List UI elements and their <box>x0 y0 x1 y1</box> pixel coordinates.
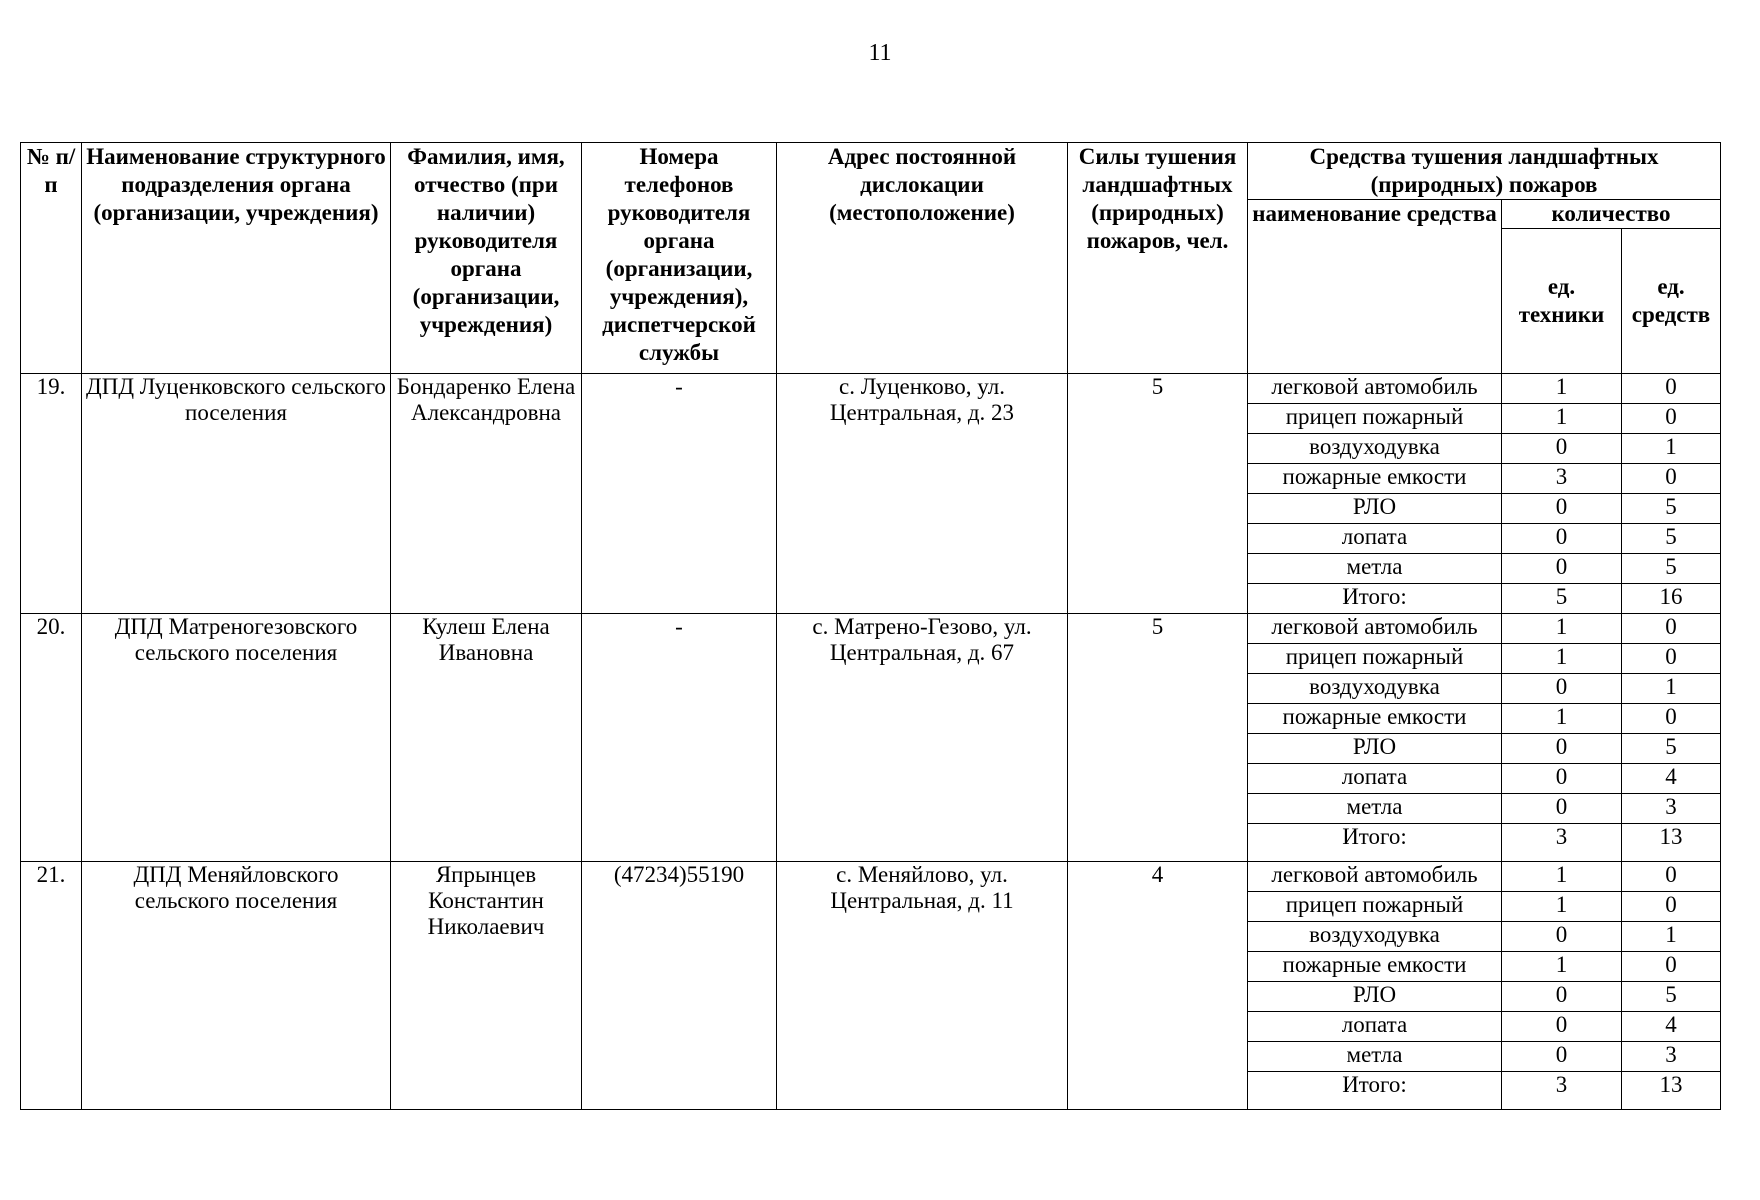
total-tech: 5 <box>1502 584 1622 614</box>
head-name: Япрынцев Константин Николаевич <box>391 862 582 1110</box>
total-label: Итого: <box>1248 1072 1502 1110</box>
row-number: 19. <box>21 374 82 614</box>
forces-count: 5 <box>1068 614 1248 862</box>
means-name: РЛО <box>1248 982 1502 1012</box>
header-units-means: ед. средств <box>1622 229 1721 374</box>
means-count: 4 <box>1622 1012 1721 1042</box>
row-number: 21. <box>21 862 82 1110</box>
tech-count: 1 <box>1502 374 1622 404</box>
means-count: 4 <box>1622 764 1721 794</box>
means-count: 5 <box>1622 494 1721 524</box>
header-phones: Номера телефонов руководителя органа (организации, учреждения), диспетчерской службы <box>582 143 777 374</box>
means-name: прицеп пожарный <box>1248 404 1502 434</box>
means-count: 1 <box>1622 922 1721 952</box>
table-body <box>21 374 1721 1110</box>
tech-count: 0 <box>1502 674 1622 704</box>
means-name: лопата <box>1248 524 1502 554</box>
tech-count: 1 <box>1502 952 1622 982</box>
address: с. Луценково, ул. Центральная, д. 23 <box>777 374 1068 614</box>
means-count: 0 <box>1622 614 1721 644</box>
unit-name: ДПД Матреногезовского сельского поселения <box>82 614 391 862</box>
head-name: Бондаренко Елена Александровна <box>391 374 582 614</box>
means-count: 5 <box>1622 982 1721 1012</box>
tech-count: 0 <box>1502 764 1622 794</box>
means-count: 3 <box>1622 1042 1721 1072</box>
total-tech: 3 <box>1502 824 1622 862</box>
total-means: 16 <box>1622 584 1721 614</box>
header-units-tech: ед. техники <box>1502 229 1622 374</box>
means-count: 1 <box>1622 674 1721 704</box>
tech-count: 1 <box>1502 644 1622 674</box>
means-name: лопата <box>1248 1012 1502 1042</box>
header-num: № п/п <box>21 143 82 374</box>
phone-number: - <box>582 614 777 862</box>
total-label: Итого: <box>1248 824 1502 862</box>
total-label: Итого: <box>1248 584 1502 614</box>
tech-count: 3 <box>1502 464 1622 494</box>
means-name: РЛО <box>1248 494 1502 524</box>
tech-count: 0 <box>1502 494 1622 524</box>
row-number: 20. <box>21 614 82 862</box>
means-count: 3 <box>1622 794 1721 824</box>
tech-count: 0 <box>1502 1042 1622 1072</box>
phone-number: (47234)55190 <box>582 862 777 1110</box>
means-count: 0 <box>1622 464 1721 494</box>
means-name: пожарные емкости <box>1248 464 1502 494</box>
means-count: 0 <box>1622 374 1721 404</box>
phone-number: - <box>582 374 777 614</box>
total-means: 13 <box>1622 1072 1721 1110</box>
header-unit: Наименование структурного подразделения органа (организации, учреждения) <box>82 143 391 374</box>
means-name: пожарные емкости <box>1248 952 1502 982</box>
total-means: 13 <box>1622 824 1721 862</box>
address: с. Матрено-Гезово, ул. Центральная, д. 67 <box>777 614 1068 862</box>
means-count: 0 <box>1622 644 1721 674</box>
unit-name: ДПД Луценковского сельского поселения <box>82 374 391 614</box>
tech-count: 1 <box>1502 614 1622 644</box>
header-means: Средства тушения ландшафтных (природных) пожаров <box>1248 143 1721 200</box>
tech-count: 0 <box>1502 554 1622 584</box>
forces-count: 4 <box>1068 862 1248 1110</box>
tech-count: 0 <box>1502 734 1622 764</box>
means-count: 0 <box>1622 404 1721 434</box>
tech-count: 1 <box>1502 404 1622 434</box>
means-name: воздуходувка <box>1248 674 1502 704</box>
means-name: пожарные емкости <box>1248 704 1502 734</box>
address: с. Меняйлово, ул. Центральная, д. 11 <box>777 862 1068 1110</box>
means-row <box>21 862 1721 892</box>
header-forces: Силы тушения ландшафтных (природных) пожаров, чел. <box>1068 143 1248 374</box>
tech-count: 0 <box>1502 922 1622 952</box>
means-count: 0 <box>1622 952 1721 982</box>
means-count: 0 <box>1622 862 1721 892</box>
means-name: прицеп пожарный <box>1248 644 1502 674</box>
means-name: прицеп пожарный <box>1248 892 1502 922</box>
means-row <box>21 374 1721 404</box>
header-quantity: количество <box>1502 200 1721 229</box>
means-name: легковой автомобиль <box>1248 614 1502 644</box>
tech-count: 1 <box>1502 704 1622 734</box>
means-name: метла <box>1248 554 1502 584</box>
means-count: 5 <box>1622 734 1721 764</box>
fire-units-table <box>20 142 1721 1110</box>
total-tech: 3 <box>1502 1072 1622 1110</box>
means-name: легковой автомобиль <box>1248 374 1502 404</box>
tech-count: 0 <box>1502 794 1622 824</box>
means-name: воздуходувка <box>1248 922 1502 952</box>
header-means-name: наименование средства <box>1248 200 1502 374</box>
unit-name: ДПД Меняйловского сельского поселения <box>82 862 391 1110</box>
header-address: Адрес постоянной дислокации (местоположение) <box>777 143 1068 374</box>
page-number: 11 <box>868 40 892 66</box>
means-row <box>21 614 1721 644</box>
means-name: воздуходувка <box>1248 434 1502 464</box>
tech-count: 0 <box>1502 982 1622 1012</box>
forces-count: 5 <box>1068 374 1248 614</box>
means-count: 5 <box>1622 554 1721 584</box>
tech-count: 0 <box>1502 434 1622 464</box>
tech-count: 1 <box>1502 892 1622 922</box>
means-count: 5 <box>1622 524 1721 554</box>
means-count: 0 <box>1622 892 1721 922</box>
means-count: 0 <box>1622 704 1721 734</box>
means-name: метла <box>1248 794 1502 824</box>
means-name: лопата <box>1248 764 1502 794</box>
means-name: метла <box>1248 1042 1502 1072</box>
means-name: легковой автомобиль <box>1248 862 1502 892</box>
header-head: Фамилия, имя, отчество (при наличии) руководителя органа (организации, учреждения) <box>391 143 582 374</box>
tech-count: 0 <box>1502 1012 1622 1042</box>
means-count: 1 <box>1622 434 1721 464</box>
tech-count: 0 <box>1502 524 1622 554</box>
tech-count: 1 <box>1502 862 1622 892</box>
head-name: Кулеш Елена Ивановна <box>391 614 582 862</box>
means-name: РЛО <box>1248 734 1502 764</box>
